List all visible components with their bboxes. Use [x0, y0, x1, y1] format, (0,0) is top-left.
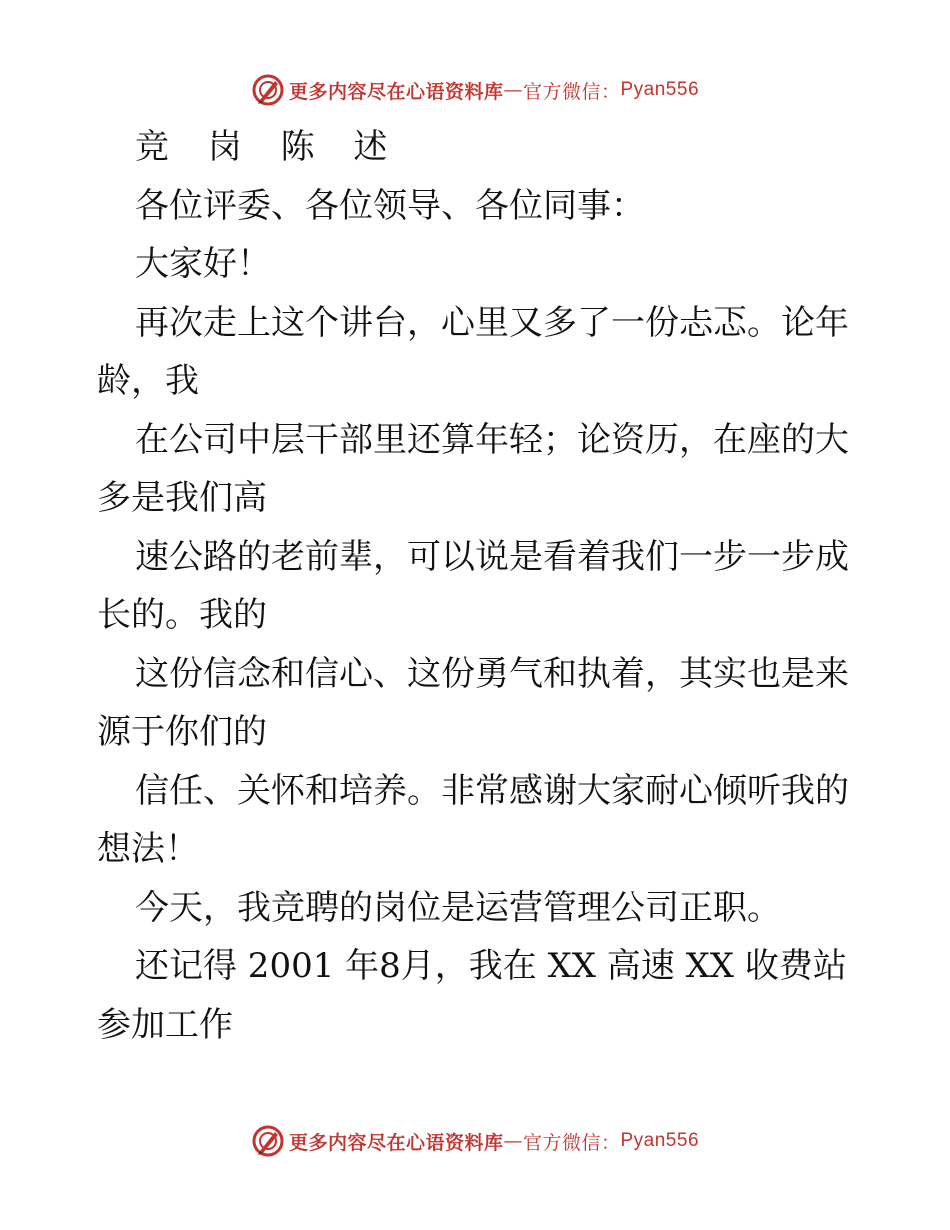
watermark-main-text: 更多内容尽在心语资料库 [288, 1131, 504, 1154]
watermark-dash: — [503, 1130, 523, 1152]
pen-logo-icon [251, 73, 285, 107]
watermark-dash: — [503, 79, 523, 101]
paragraph-2-line-1: 在公司中层干部里还算年轻；论资历，在座的大 [135, 419, 849, 460]
greeting: 大家好！ [135, 244, 271, 284]
paragraph-5-line-2: 想法！ [97, 829, 199, 869]
document-body [97, 118, 857, 1054]
paragraph-2-line-2: 多是我们高 [97, 478, 267, 518]
paragraph-7-line-2: 参加工作 [97, 1004, 233, 1045]
paragraph-3-line-1: 速公路的老前辈，可以说是看着我们一步一步成 [135, 536, 849, 577]
document-title: 竞 岗 陈 述 [135, 127, 402, 167]
watermark-wechat-id: Pyan556 [620, 1130, 700, 1151]
header-watermark [0, 72, 950, 108]
paragraph-4-line-1: 这份信念和信心、这份勇气和执着，其实也是来 [135, 653, 849, 694]
watermark-wechat-id: Pyan556 [620, 79, 700, 100]
watermark-wechat-label: 官方微信： [522, 1131, 621, 1154]
paragraph-4-line-2: 源于你们的 [97, 712, 267, 752]
watermark-main-text: 更多内容尽在心语资料库 [288, 80, 504, 103]
paragraph-6: 今天，我竞聘的岗位是运营管理公司正职。 [135, 887, 781, 928]
paragraph-7-line-1: 还记得 2001 年8月，我在 XX 高速 XX 收费站 [135, 946, 847, 986]
paragraph-5-line-1: 信任、关怀和培养。非常感谢大家耐心倾听我的 [135, 770, 849, 811]
pen-logo-icon [251, 1124, 285, 1158]
paragraph-1-line-2: 龄，我 [97, 361, 199, 401]
salutation: 各位评委、各位领导、各位同事： [135, 185, 645, 226]
paragraph-1-line-1: 再次走上这个讲台，心里又多了一份忐忑。论年 [135, 302, 849, 343]
paragraph-3-line-2: 长的。我的 [97, 595, 267, 635]
watermark-wechat-label: 官方微信： [522, 80, 621, 103]
footer-watermark [0, 1123, 950, 1159]
